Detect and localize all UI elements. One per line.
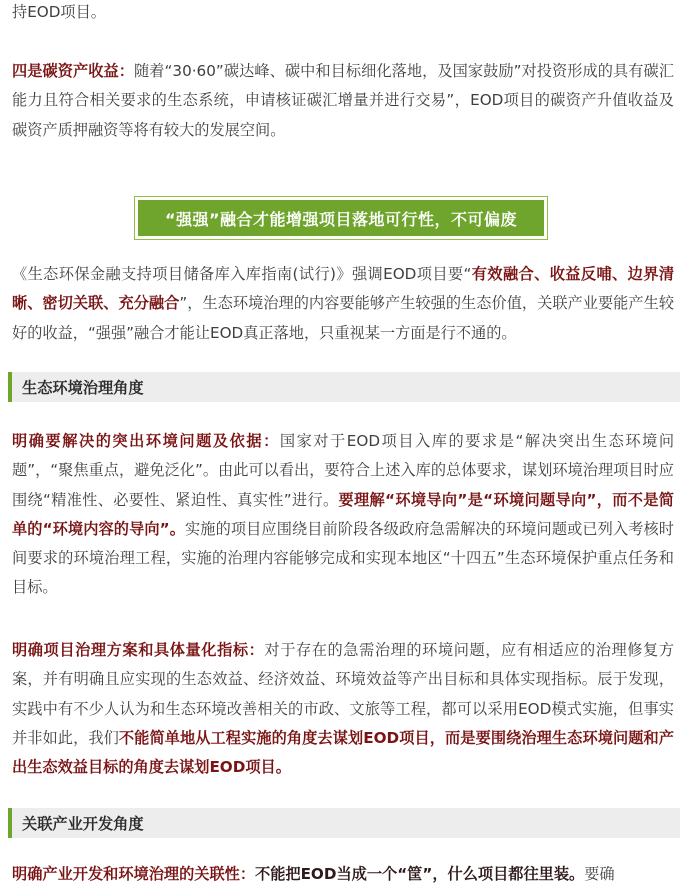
governance-plan-text: 对于存在的急需治理的环境问题，应有相适应的治理修复方案，并有明确且应实现的生态效益、经济效益、环境效益等产出目标和具体实现指标。辰于发现，实践中有不少人认为和生态环境改善相关的市政、文旅等工程，都可以采用EOD模式实施，但事实并非如此，我们 [12, 641, 675, 747]
banner-heading: “强强”融合才能增强项目落地可行性，不可偏废 [138, 200, 544, 236]
section-title-environment: 生态环境治理角度 [22, 378, 144, 397]
banner-frame [134, 196, 548, 240]
environment-problem-text-1: 国家对于EOD项目入库的要求是“解决突出生态环境问题”，“聚焦重点，避免泛化”。由此可以看出，要符合上述入库的总体要求，谋划环境治理项目时应围绕“精准性、必要性、紧迫性、真实性”进行。 [12, 432, 675, 509]
environment-problem-lead: 明确要解决的突出环境问题及依据： [12, 432, 280, 450]
environment-problem-highlight: 要理解“环境导向”是“环境问题导向”，而不是简单的“环境内容的导向”。 [12, 490, 674, 538]
paragraph-guideline [12, 260, 674, 348]
section-header-environment [8, 372, 680, 402]
industry-relevance-lead: 明确产业开发和环境治理的关联性： [12, 865, 255, 883]
paragraph-environment-problem [12, 427, 674, 603]
guideline-text-1: 《生态环保金融支持项目储备库入库指南(试行)》强调EOD项目要“ [12, 265, 472, 283]
industry-relevance-highlight: 不能把EOD当成一个“筐”，什么项目都往里装。 [255, 865, 585, 883]
carbon-asset-lead: 四是碳资产收益： [12, 62, 135, 80]
governance-plan-lead: 明确项目治理方案和具体量化指标： [12, 641, 265, 659]
industry-relevance-text: 要确 [584, 865, 615, 883]
governance-plan-highlight: 不能简单地从工程实施的角度去谋划EOD项目，而是要围绕治理生态环境问题和产出生态效益目标的角度去谋划EOD项目。 [12, 728, 674, 777]
paragraph-intro-tail [12, 0, 674, 27]
paragraph-carbon-asset [12, 57, 674, 145]
carbon-asset-text: 随着“30·60”碳达峰、碳中和目标细化落地，及国家鼓励”对投资形成的具有碳汇能力且符合相关要求的生态系统，申请核证碳汇增量并进行交易”，EOD项目的碳资产升值收益及碳资产质押融资等将有较大的发展空间。 [12, 62, 675, 139]
guideline-highlight: 有效融合、收益反哺、边界清晰、密切关联、充分融合 [12, 265, 675, 313]
intro-tail-text: 持EOD项目。 [12, 3, 106, 21]
section-header-industry [8, 808, 680, 838]
section-title-industry: 关联产业开发角度 [22, 814, 144, 833]
guideline-text-2: ”，生态环境治理的内容要能够产生较强的生态价值，关联产业要能产生较好的收益，“强强”融合才能让EOD真正落地，只重视某一方面是行不通的。 [12, 294, 675, 342]
environment-problem-text-2: 实施的项目应围绕目前阶段各级政府急需解决的环境问题或已列入考核时间要求的环境治理工程，实施的治理内容能够完成和实现本地区“十四五”生态环境保护重点任务和目标。 [12, 519, 674, 597]
paragraph-governance-plan [12, 636, 674, 782]
paragraph-industry-relevance [12, 860, 674, 889]
